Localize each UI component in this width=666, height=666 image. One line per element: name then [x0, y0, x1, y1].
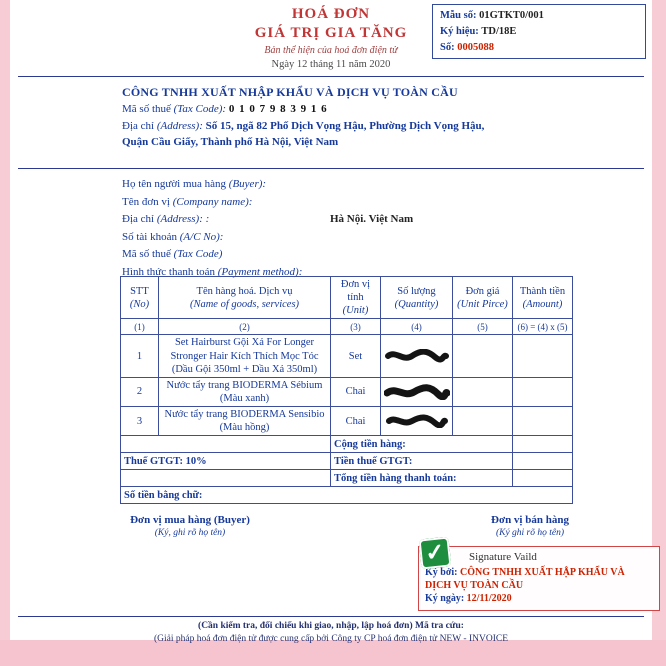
- row-product-name: Nước tẩy trang BIODERMA Sébium (Màu xanh): [159, 377, 331, 406]
- pink-border-left: [0, 0, 10, 666]
- divider-footer: [18, 616, 644, 617]
- seller-tax-label: Mã số thuế: [122, 103, 171, 115]
- signed-date-label: Ký ngày:: [425, 593, 465, 604]
- form-value: 01GTKT0/001: [479, 10, 544, 21]
- divider-top: [18, 76, 644, 77]
- seller-address-line1: Địa chỉ (Address): Số 15, ngã 82 Phố Dịch Vọng Hậu, Phường Dịch Vọng Hậu,: [122, 119, 485, 132]
- table-row-1: [121, 335, 573, 377]
- invoice-date: Ngày 12 tháng 11 năm 2020: [271, 59, 391, 70]
- col-header-name: Tên hàng hoá. Dịch vụ (Name of goods, services): [159, 277, 331, 319]
- items-table: [120, 276, 573, 504]
- row-amount: [513, 335, 573, 377]
- seller-address-label: Địa chỉ: [122, 119, 155, 132]
- seller-signature-title: Đơn vị bán hàng: [491, 514, 569, 526]
- redaction-scribble: [384, 384, 450, 400]
- amount-in-words-row: [121, 487, 573, 504]
- col-header-quantity: Số lượng (Quantity): [381, 277, 453, 319]
- seller-block: [122, 83, 636, 151]
- signature-valid-text: Signature Vaild: [469, 551, 537, 563]
- col-header-no: STT (No): [121, 277, 159, 319]
- row-quantity-redacted: [381, 377, 453, 406]
- row-amount: [513, 377, 573, 406]
- meta-serial-line: [440, 24, 638, 40]
- number-label: Số:: [440, 41, 455, 53]
- row-no: 2: [121, 377, 159, 406]
- row-unit-price: [453, 377, 513, 406]
- table-index-row: (1) (2) (3) (4) (5) (6) = (4) x (5): [121, 319, 573, 335]
- buyer-signature-block: [70, 514, 310, 538]
- row-amount: [513, 407, 573, 436]
- row-unit-price: [453, 407, 513, 436]
- seller-signature-block: [420, 514, 640, 538]
- form-label: Mẫu số:: [440, 10, 477, 21]
- buyer-address-line: Địa chỉ (Address): : Hà Nội. Việt Nam: [122, 211, 636, 229]
- row-unit: Chai: [331, 377, 381, 406]
- subtotal-value: [513, 436, 573, 453]
- buyer-signature-note: (Ký, ghi rõ họ tên): [154, 528, 226, 538]
- amount-in-words-label: Số tiền bằng chữ:: [121, 487, 573, 504]
- row-no: 3: [121, 407, 159, 436]
- col-header-amount: Thành tiền (Amount): [513, 277, 573, 319]
- subtotal-row: [121, 436, 573, 453]
- vat-amount-label: Tiền thuế GTGT:: [331, 453, 513, 470]
- row-no: 1: [121, 335, 159, 377]
- table-row-3: [121, 407, 573, 436]
- meta-number-line: [440, 40, 638, 56]
- invoice-title: HOÁ ĐƠN: [291, 6, 371, 22]
- digital-signature-stamp: [418, 546, 660, 611]
- invoice-page: [10, 0, 652, 644]
- buyer-address-value: Hà Nội. Việt Nam: [330, 213, 414, 225]
- subtotal-label: Cộng tiền hàng:: [331, 436, 513, 453]
- invoice-meta-box: [432, 4, 646, 59]
- vat-row: [121, 453, 573, 470]
- seller-tax-code: 0 1 0 7 9 8 3 9 1 6: [228, 103, 328, 115]
- vat-amount-value: [513, 453, 573, 470]
- redaction-scribble: [385, 349, 449, 363]
- row-quantity-redacted: [381, 407, 453, 436]
- serial-value: TD/18E: [481, 25, 517, 37]
- buyer-signature-title: Đơn vị mua hàng (Buyer): [130, 514, 250, 526]
- row-unit: Chai: [331, 407, 381, 436]
- check-icon: ✓: [419, 537, 452, 570]
- buyer-tax-line: Mã số thuế (Tax Code): [122, 248, 223, 260]
- seller-address-line2: Quận Cầu Giấy, Thành phố Hà Nội, Việt Nam: [122, 136, 339, 148]
- row-product-name: Nước tẩy trang BIODERMA Sensibio (Màu hồng): [159, 407, 331, 436]
- seller-company-name: CÔNG TNHH XUẤT NHẬP KHẨU VÀ DỊCH VỤ TOÀN CẦU: [122, 85, 458, 99]
- seller-tax-line: Mã số thuế (Tax Code): 0 1 0 7 9 8 3 9 1 6: [122, 103, 328, 115]
- seller-signature-note: (Ký ghi rõ họ tên): [495, 528, 565, 538]
- buyer-block: [122, 176, 636, 281]
- buyer-account-line: Số tài khoản (A/C No):: [122, 230, 224, 243]
- total-label: Tổng tiền hàng thanh toán:: [331, 470, 513, 487]
- footer-provider-note: (Giải pháp hoá đơn điện tử được cung cấp bởi Công ty CP hoá đơn điện tử NEW - INVOICE: [154, 634, 508, 644]
- items-table-wrap: [120, 276, 573, 504]
- signed-by-company: CÔNG TNHH XUẤT HẬP KHẨU VÀ DỊCH VỤ TOÀN CẦU: [425, 567, 625, 591]
- row-unit-price: [453, 335, 513, 377]
- divider-seller: [18, 168, 644, 169]
- total-row: [121, 470, 573, 487]
- row-unit: Set: [331, 335, 381, 377]
- signed-by-label: Ký bởi:: [425, 567, 458, 578]
- row-product-name: Set Hairburst Gội Xả For Longer Stronger Hair Kích Thích Mọc Tóc (Dầu Gội 350ml + Dầu Xả 350ml): [159, 335, 331, 377]
- buyer-company-line: Tên đơn vị (Company name):: [122, 195, 253, 208]
- table-row-2: [121, 377, 573, 406]
- total-value: [513, 470, 573, 487]
- buyer-payment-line: Hình thức thanh toán (Payment method):: [122, 265, 303, 278]
- redaction-scribble: [386, 414, 448, 428]
- signed-date-value: 12/11/2020: [466, 593, 512, 604]
- col-header-unit-price: Đơn giá (Unit Pirce): [453, 277, 513, 319]
- buyer-name-line: Họ tên người mua hàng (Buyer):: [122, 178, 267, 190]
- col-header-unit: Đơn vị tính (Unit): [331, 277, 381, 319]
- row-quantity-redacted: [381, 335, 453, 377]
- table-header-row: [121, 277, 573, 319]
- meta-form-line: [440, 8, 638, 24]
- signed-date-line: [425, 592, 653, 605]
- invoice-number: 0005088: [457, 41, 494, 53]
- e-invoice-note: Bản thể hiện của hoá đơn điện tử: [264, 45, 398, 56]
- footer-verify-note: (Cần kiểm tra, đối chiếu khi giao, nhập, lập hoá đơn) Mã tra cứu:: [198, 621, 464, 631]
- invoice-subtitle-vat: GIÁ TRỊ GIA TĂNG: [254, 25, 408, 41]
- vat-rate-label: Thuế GTGT: 10%: [121, 453, 331, 470]
- serial-label: Ký hiệu:: [440, 25, 479, 37]
- signed-by-line: [425, 566, 653, 592]
